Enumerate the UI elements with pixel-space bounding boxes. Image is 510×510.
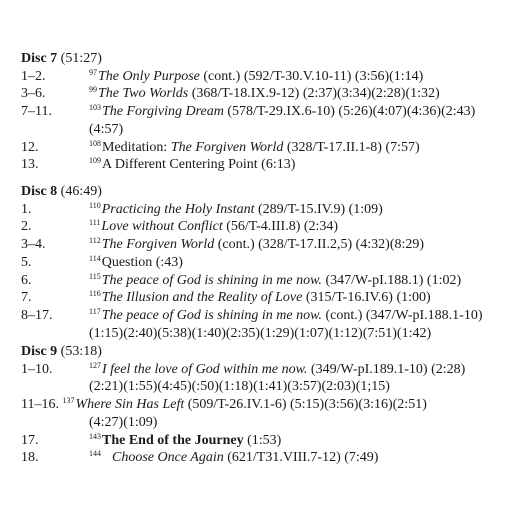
track-number: 1–10. (21, 361, 53, 377)
footnote-number: 97 (89, 67, 97, 77)
track-entry (21, 396, 506, 431)
track-entry (21, 218, 506, 236)
track-entry (21, 103, 506, 138)
footnote-number: 117 (89, 306, 101, 316)
track-number: 1. (21, 201, 32, 217)
footnote-number: 115 (89, 271, 101, 281)
track-details: (347/W-pI.188.1) (1:02) (321, 272, 462, 288)
track-prefix: Meditation: (102, 139, 171, 155)
track-entry (21, 236, 506, 254)
track-entry (21, 449, 506, 467)
track-number: 1–2. (21, 68, 46, 84)
track-title: Love without Conflict (101, 219, 223, 235)
track-details: (328/T-17.II.1-8) (7:57) (283, 139, 420, 155)
track-title: Practicing the Holy Instant (101, 201, 255, 217)
track-number: 13. (21, 157, 39, 173)
disc-9-section (21, 343, 506, 467)
track-number: 3–4. (21, 237, 46, 253)
footnote-number: 143 (89, 431, 101, 441)
track-details: (368/T-18.IX.9-12) (2:37)(3:34)(2:28)(1:32) (188, 86, 440, 102)
disc-8-header (21, 183, 506, 201)
track-number: 2. (21, 219, 32, 235)
footnote-number: 116 (89, 289, 101, 299)
disc-duration: (46:49) (60, 184, 102, 199)
track-title: The Illusion and the Reality of Love (101, 290, 303, 306)
track-title: Where Sin Has Left (75, 397, 185, 413)
track-number: 6. (21, 272, 32, 288)
disc-8-section (21, 183, 506, 342)
track-title: The peace of God is shining in me now. (101, 307, 322, 323)
disc-title: Disc 7 (21, 51, 58, 66)
track-title: I feel the love of God within me now. (102, 361, 308, 377)
track-times-continued: (2:21)(1:55)(4:45)(:50)(1:18)(1:41)(3:57)(2:03)(1;15) (89, 379, 390, 395)
disc-title: Disc 9 (21, 344, 58, 359)
footnote-number: 99 (89, 85, 97, 95)
track-details: (621/T31.VIII.7-12) (7:49) (223, 450, 379, 466)
track-entry (21, 68, 506, 86)
track-details: (315/T-16.IV.6) (1:00) (302, 290, 431, 306)
track-entry (21, 289, 506, 307)
footnote-number: 109 (89, 156, 101, 166)
track-entry (21, 139, 506, 157)
track-number: 8–17. (21, 307, 53, 323)
track-entry (21, 85, 506, 103)
track-details: (cont.) (347/W-pI.188.1-10) (321, 307, 483, 323)
track-number: 17. (21, 432, 39, 448)
track-details: (cont.) (328/T-17.II.2,5) (4:32)(8:29) (214, 237, 425, 253)
disc-duration: (51:27) (60, 51, 102, 66)
disc-7-header (21, 50, 506, 68)
track-details: (509/T-26.IV.1-6) (5:15)(3:56)(3:16)(2:51) (184, 397, 427, 413)
track-title: The Only Purpose (98, 68, 200, 84)
track-entry (21, 156, 506, 174)
track-number: 3–6. (21, 86, 46, 102)
track-entry (21, 361, 506, 396)
track-title: The End of the Journey (102, 432, 244, 448)
track-details: (cont.) (592/T-30.V.10-11) (3:56)(1:14) (199, 68, 424, 84)
track-details: (289/T-15.IV.9) (1:09) (254, 201, 383, 217)
footnote-number: 127 (89, 360, 101, 370)
track-details: (349/W-pI.189.1-10) (2:28) (307, 361, 466, 377)
footnote-number: 103 (89, 103, 101, 113)
footnote-number: 144 (89, 449, 101, 459)
track-entry (21, 432, 506, 450)
disc-7-section (21, 50, 506, 174)
footnote-number: 112 (89, 236, 101, 246)
track-number: 11–16. (21, 397, 59, 413)
track-title: The Two Worlds (98, 86, 189, 102)
track-entry (21, 254, 506, 272)
track-entry (21, 272, 506, 290)
disc-9-header (21, 343, 506, 361)
track-title: The Forgiven World (170, 139, 284, 155)
track-number: 18. (21, 450, 39, 466)
footnote-number: 111 (89, 218, 101, 228)
track-entry (21, 201, 506, 219)
track-number: 12. (21, 139, 39, 155)
track-details: (56/T-4.III.8) (2:34) (222, 219, 339, 235)
disc-duration: (53:18) (60, 344, 102, 359)
footnote-number: 114 (89, 253, 101, 263)
track-number: 7–11. (21, 104, 52, 120)
disc-title: Disc 8 (21, 184, 58, 199)
track-entry (21, 307, 506, 342)
footnote-number: 108 (89, 138, 101, 148)
track-title: The Forgiving Dream (102, 104, 224, 120)
track-number: 7. (21, 290, 32, 306)
track-times-continued: (4:27)(1:09) (89, 414, 158, 430)
footnote-number: 110 (89, 200, 101, 210)
track-title: Choose Once Again (112, 450, 224, 466)
track-number: 5. (21, 254, 32, 270)
track-title: The peace of God is shining in me now. (101, 272, 322, 288)
footnote-number: 137 (62, 396, 75, 406)
track-title: The Forgiven World (101, 237, 215, 253)
track-details: (578/T-29.IX.6-10) (5:26)(4:07)(4:36)(2:43) (223, 104, 476, 120)
track-title: Question (:43) (101, 254, 183, 270)
track-details: (1:53) (243, 432, 282, 448)
track-title: A Different Centering Point (6:13) (102, 157, 296, 173)
track-times-continued: (1:15)(2:40)(5:38)(1:40)(2:35)(1:29)(1:07)(1:12)(7:51)(1:42) (89, 325, 432, 341)
track-times-continued: (4:57) (89, 121, 124, 137)
